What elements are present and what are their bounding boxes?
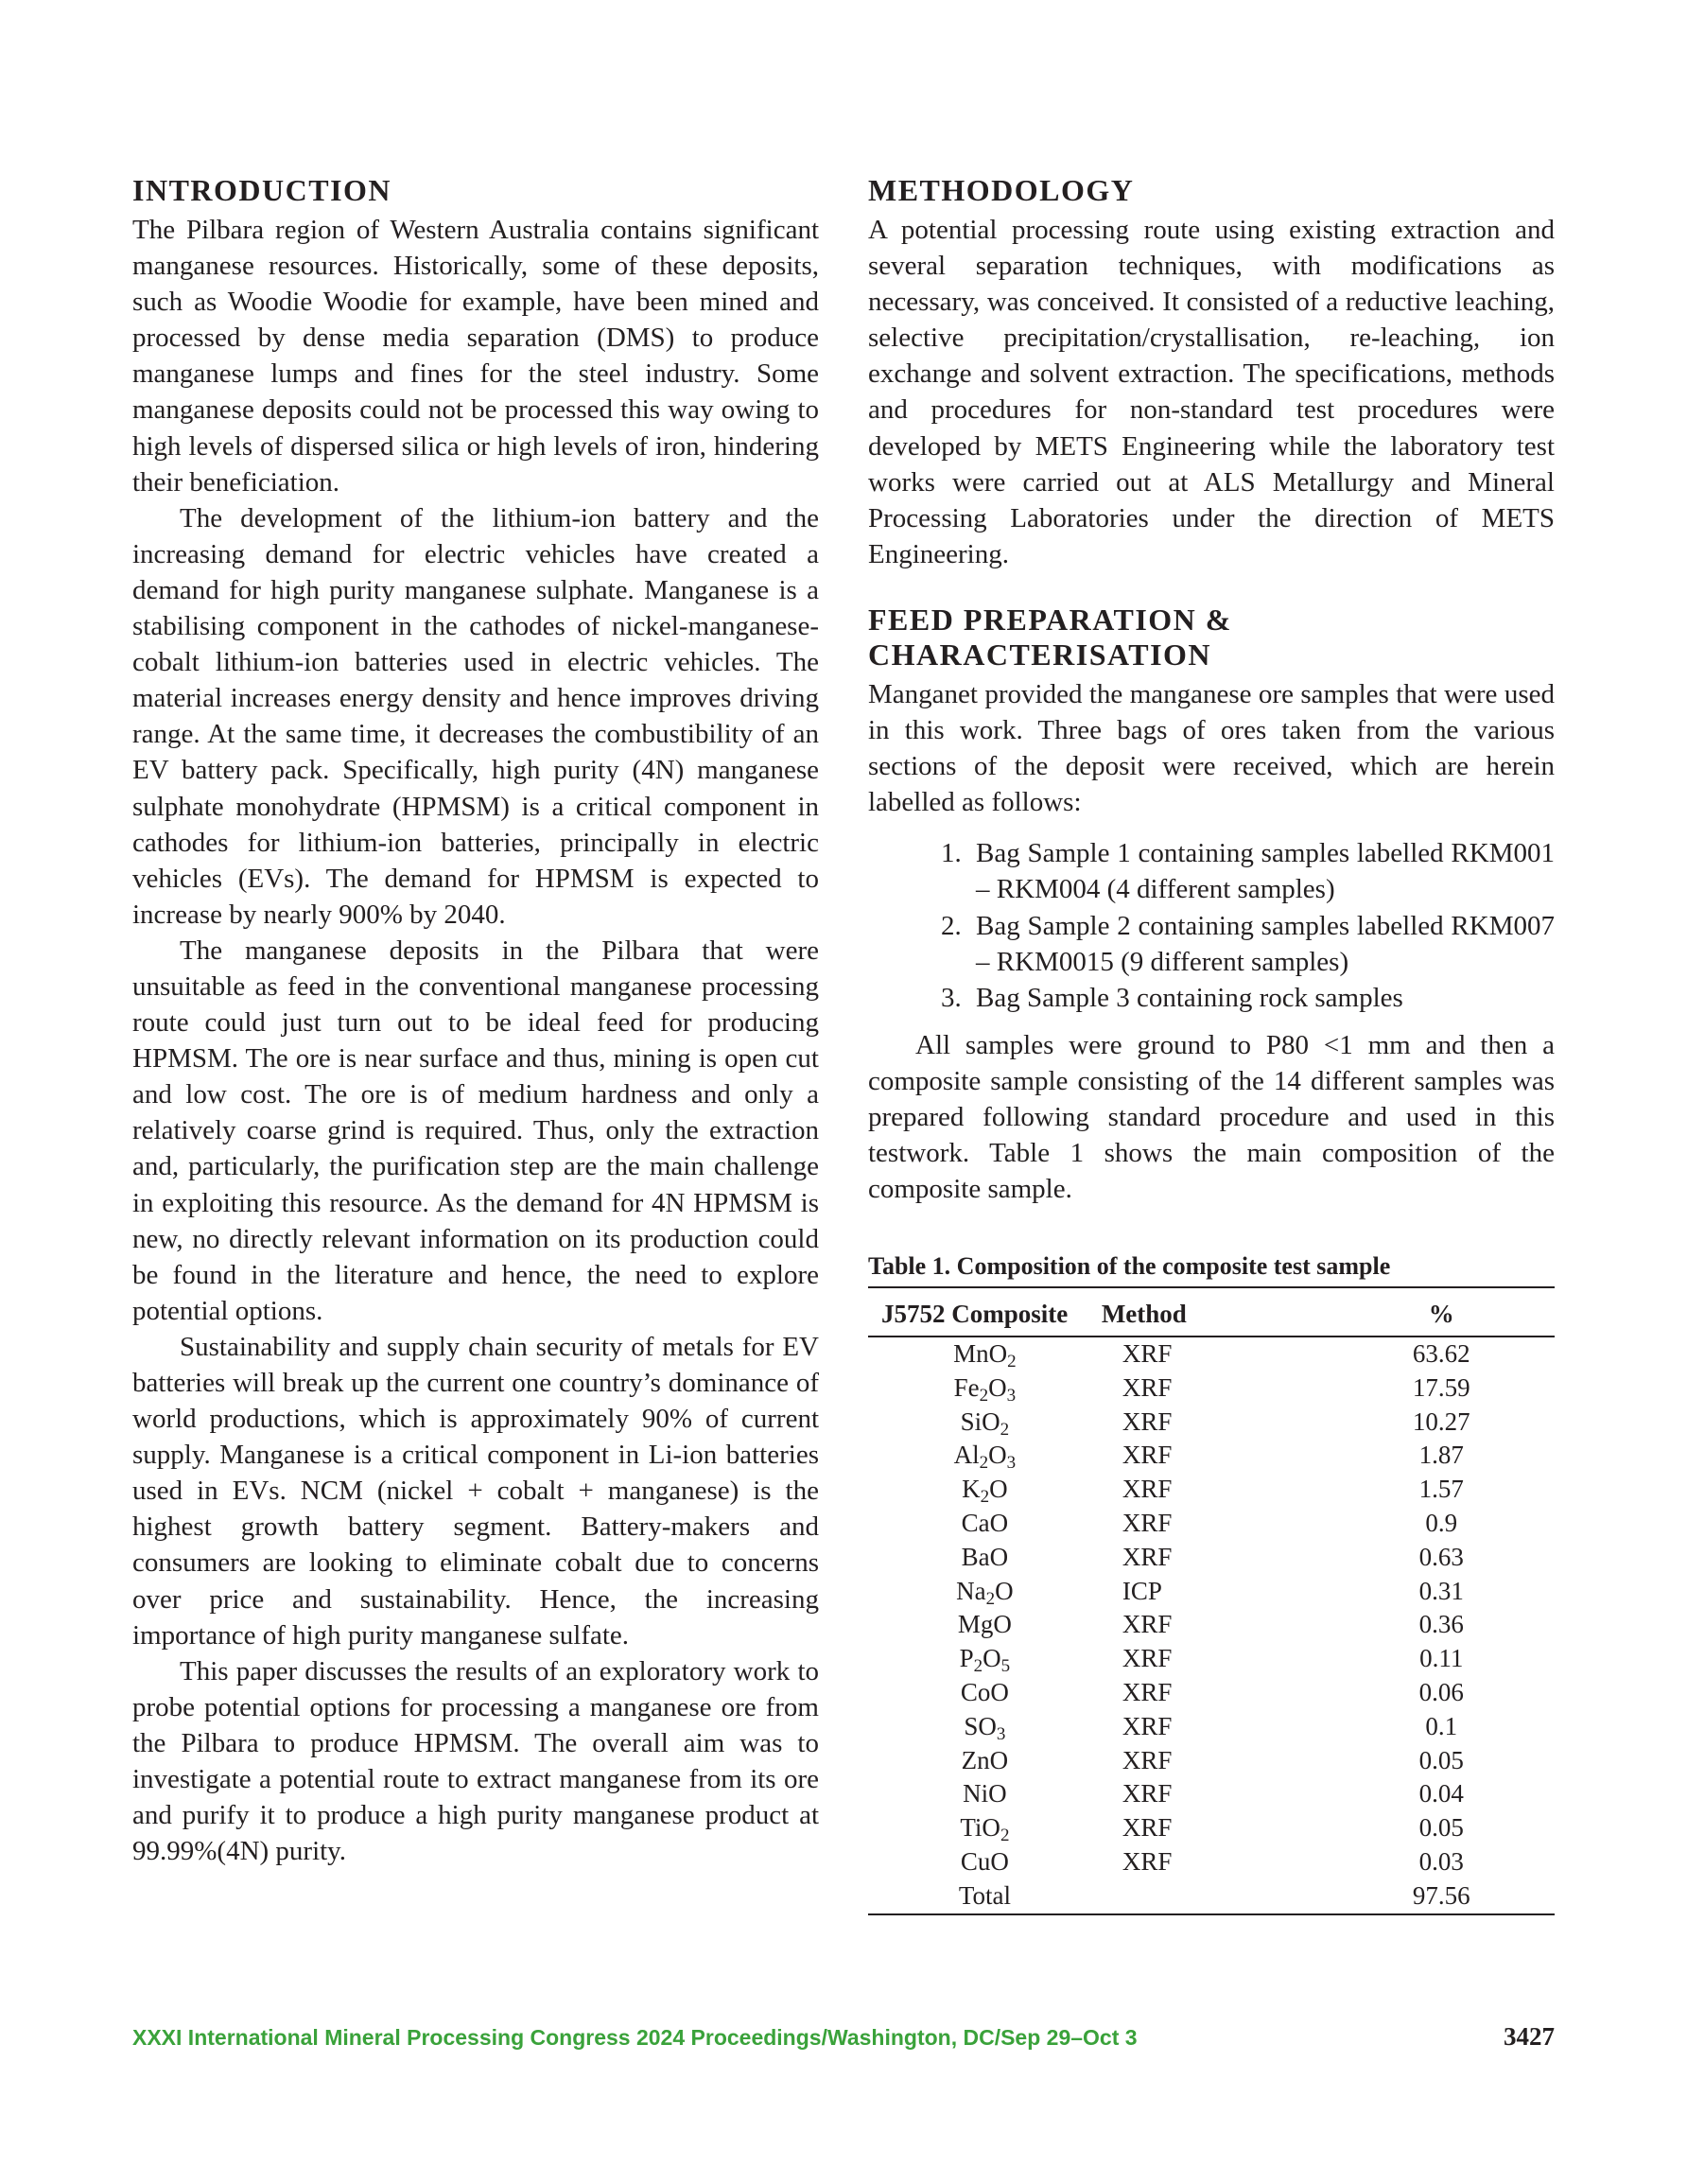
- formula-part: CoO: [960, 1678, 1009, 1707]
- methodology-paragraph: A potential processing route using existing extraction and several separation techniques, with modifications as necessary, was conceived. It consisted of a reductive leaching, selective precipitation/crystallisation, re-leaching, ion exchange and solvent extraction. The specifications, methods and procedures for non-standard test procedures were developed by METS Engineering while the laboratory test works were carried out at ALS Metallurgy and Mineral Processing Laboratories under the direction of METS Engineering.: [868, 215, 1555, 569]
- formula-part: BaO: [961, 1542, 1009, 1571]
- table-1: [868, 1250, 1555, 1914]
- compound-cell: [868, 1372, 1102, 1406]
- formula-part: SiO: [960, 1406, 1000, 1436]
- compound-cell: [868, 1608, 1102, 1642]
- table-row: [868, 1541, 1555, 1575]
- table-row: [868, 1744, 1555, 1778]
- method-cell: XRF: [1122, 1711, 1173, 1740]
- method-cell: XRF: [1122, 1509, 1173, 1538]
- formula-part: O: [983, 1644, 1001, 1673]
- method-cell: XRF: [1122, 1441, 1173, 1470]
- formula-part: 2: [979, 1453, 989, 1474]
- compound-cell: [868, 1710, 1102, 1744]
- formula-part: CaO: [961, 1509, 1009, 1538]
- percent-cell: 0.31: [1418, 1576, 1464, 1605]
- table-row: [868, 1439, 1555, 1473]
- percent-cell: 0.05: [1418, 1813, 1464, 1843]
- intro-paragraph-3: The manganese deposits in the Pilbara that were unsuitable as feed in the conventional manganese processing route could just turn out to be ideal feed for producing HPMSM. The ore is near surface and thus, mining is open cut and low cost. The ore is of medium hardness and only a relatively coarse grind is required. Thus, only the extraction and, particularly, the purification step are the main challenge in exploiting this resource. As the demand for 4N HPMSM is new, no directly relevant information on its production could be found in the literature and hence, the need to explore potential options.: [132, 935, 819, 1326]
- table-row: [868, 1811, 1555, 1845]
- table-header-row: [868, 1288, 1555, 1337]
- formula-part: 3: [1006, 1453, 1017, 1474]
- intro-paragraph-2: The development of the lithium-ion battery and the increasing demand for electric vehicles have created a demand for high purity manganese sulphate. Manganese is a stabilising component in the cathodes of nickel-manganese-cobalt lithium-ion batteries used in electric vehicles. The material increases energy density and hence improves driving range. At the same time, it decreases the combustibility of an EV battery pack. Specifically, high purity (4N) manganese sulphate monohydrate (HPMSM) is a critical component in cathodes for lithium-ion batteries, principally in electric vehicles (EVs). The demand for HPMSM is expected to increase by nearly 900% by 2040.: [132, 502, 819, 930]
- formula-part: Fe: [953, 1372, 980, 1402]
- table-row: [868, 1642, 1555, 1676]
- method-cell: ICP: [1122, 1576, 1162, 1605]
- compound-cell: [868, 1473, 1102, 1507]
- formula-part: K: [962, 1475, 981, 1504]
- left-column: [132, 173, 819, 1869]
- compound-cell: [868, 1777, 1102, 1811]
- percent-cell: 0.03: [1418, 1847, 1464, 1876]
- compound-cell: [868, 1541, 1102, 1575]
- formula-part: MnO: [953, 1339, 1008, 1369]
- percent-cell: 1.87: [1418, 1441, 1464, 1470]
- compound-cell: [868, 1337, 1102, 1372]
- header-percent: %: [1328, 1288, 1555, 1337]
- formula-part: ZnO: [961, 1745, 1009, 1774]
- compound-cell: [868, 1676, 1102, 1710]
- formula-part: 2: [985, 1588, 996, 1609]
- formula-part: 2: [980, 1487, 990, 1508]
- table-row: [868, 1845, 1555, 1879]
- compound-cell: [868, 1879, 1102, 1914]
- percent-cell: 0.36: [1418, 1610, 1464, 1639]
- percent-cell: 17.59: [1412, 1372, 1470, 1402]
- formula-part: 5: [1000, 1656, 1011, 1677]
- page-number: 3427: [1504, 2022, 1555, 2051]
- table-row: [868, 1473, 1555, 1507]
- formula-part: 2: [1007, 1352, 1017, 1372]
- intro-paragraph-5: This paper discusses the results of an exploratory work to probe potential options for processing a manganese ore from the Pilbara to produce HPMSM. The overall aim was to investigate a potential route to extract manganese from its ore and purify it to produce a high purity manganese product at 99.99%(4N) purity.: [132, 1655, 819, 1867]
- formula-part: 2: [979, 1385, 989, 1406]
- percent-cell: 0.04: [1418, 1779, 1464, 1808]
- footer-proceedings-text: XXXI International Mineral Processing Congress 2024 Proceedings/Washington, DC/Sep 29–Oct 3: [132, 2025, 1138, 2050]
- introduction-heading: INTRODUCTION: [132, 173, 392, 207]
- compound-cell: [868, 1439, 1102, 1473]
- percent-cell: 0.05: [1418, 1745, 1464, 1774]
- table-row: [868, 1710, 1555, 1744]
- formula-part: SO: [964, 1711, 997, 1740]
- method-cell: XRF: [1122, 1372, 1173, 1402]
- table-row: [868, 1879, 1555, 1914]
- percent-cell: 1.57: [1418, 1475, 1464, 1504]
- compound-cell: [868, 1744, 1102, 1778]
- method-cell: XRF: [1122, 1542, 1173, 1571]
- formula-part: MgO: [957, 1610, 1012, 1639]
- formula-part: O: [989, 1475, 1008, 1504]
- formula-part: TiO: [960, 1813, 1000, 1843]
- percent-cell: 0.11: [1419, 1644, 1464, 1673]
- compound-cell: [868, 1845, 1102, 1879]
- method-cell: XRF: [1122, 1678, 1173, 1707]
- compound-cell: [868, 1507, 1102, 1541]
- formula-part: P: [959, 1644, 974, 1673]
- formula-part: Al: [953, 1441, 980, 1470]
- formula-part: Na: [956, 1576, 986, 1605]
- percent-cell: 0.63: [1418, 1542, 1464, 1571]
- methodology-heading: METHODOLOGY: [868, 173, 1135, 207]
- formula-part: 3: [996, 1723, 1006, 1744]
- percent-cell: 0.06: [1418, 1678, 1464, 1707]
- method-cell: XRF: [1122, 1475, 1173, 1504]
- intro-paragraph-1: The Pilbara region of Western Australia contains significant manganese resources. Historically, some of these deposits, such as Woodie Woodie for example, have been mined and processed by dense media separation (DMS) to produce manganese lumps and fines for the steel industry. Some manganese deposits could not be processed this way owing to high levels of dispersed silica or high levels of iron, hindering their beneficiation.: [132, 215, 819, 498]
- sample-list: [868, 835, 1555, 1015]
- table-row: [868, 1676, 1555, 1710]
- percent-cell: 97.56: [1328, 1879, 1555, 1914]
- formula-part: NiO: [963, 1779, 1007, 1808]
- list-item: 2. Bag Sample 2 containing samples labelled RKM007 – RKM0015 (9 different samples): [968, 908, 1555, 980]
- method-cell: XRF: [1122, 1339, 1173, 1369]
- compound-cell: [868, 1406, 1102, 1440]
- table-row: [868, 1507, 1555, 1541]
- formula-part: Total: [958, 1880, 1011, 1910]
- method-cell: XRF: [1122, 1847, 1173, 1876]
- table-row: [868, 1575, 1555, 1609]
- table-row: [868, 1337, 1555, 1372]
- right-column: [868, 173, 1555, 1915]
- feed-heading-line-1: FEED PREPARATION &: [868, 602, 1232, 637]
- table-row: [868, 1406, 1555, 1440]
- feed-preparation-heading: [868, 603, 1555, 673]
- formula-part: O: [988, 1441, 1007, 1470]
- formula-part: CuO: [960, 1847, 1009, 1876]
- method-cell: XRF: [1122, 1644, 1173, 1673]
- composition-table: [868, 1288, 1555, 1914]
- compound-cell: [868, 1642, 1102, 1676]
- page-footer: [132, 2022, 1555, 2063]
- formula-part: O: [995, 1576, 1014, 1605]
- feed-heading-line-2: CHARACTERISATION: [868, 637, 1212, 672]
- feed-intro-paragraph: Manganet provided the manganese ore samples that were used in this work. Three bags of ores taken from the various sections of the deposit were received, which are herein labelled as follows:: [868, 678, 1555, 818]
- percent-cell: 10.27: [1412, 1406, 1470, 1436]
- method-cell: XRF: [1122, 1745, 1173, 1774]
- compound-cell: [868, 1575, 1102, 1609]
- header-method: Method: [1102, 1288, 1329, 1337]
- method-cell: XRF: [1122, 1813, 1173, 1843]
- feed-closing-paragraph: All samples were ground to P80 <1 mm and then a composite sample consisting of the 14 different samples was prepared following standard procedure and used in this testwork. Table 1 shows the main composition of the composite sample.: [868, 1029, 1555, 1205]
- table-body: [868, 1337, 1555, 1914]
- method-cell: XRF: [1122, 1779, 1173, 1808]
- formula-part: 2: [1000, 1826, 1010, 1846]
- formula-part: 2: [1000, 1419, 1010, 1440]
- table-row: [868, 1372, 1555, 1406]
- method-cell: XRF: [1122, 1610, 1173, 1639]
- table-row: [868, 1777, 1555, 1811]
- table-row: [868, 1608, 1555, 1642]
- list-item: 3. Bag Sample 3 containing rock samples: [968, 980, 1555, 1016]
- header-composite: J5752 Composite: [868, 1288, 1102, 1337]
- table-caption: Table 1. Composition of the composite test sample: [868, 1250, 1555, 1288]
- formula-part: 2: [973, 1656, 983, 1677]
- list-item: 1. Bag Sample 1 containing samples labelled RKM001 – RKM004 (4 different samples): [968, 835, 1555, 907]
- method-cell: XRF: [1122, 1406, 1173, 1436]
- percent-cell: 63.62: [1412, 1339, 1470, 1369]
- method-cell: [1102, 1879, 1329, 1914]
- percent-cell: 0.1: [1425, 1711, 1458, 1740]
- intro-paragraph-4: Sustainability and supply chain security of metals for EV batteries will break up the current one country’s dominance of world productions, which is approximately 90% of current supply. Manganese is a critical component in Li-ion batteries used in EVs. NCM (nickel + cobalt + manganese) is the highest growth battery segment. Battery-makers and consumers are looking to eliminate cobalt due to concerns over price and sustainability. Hence, the increasing importance of high purity manganese sulfate.: [132, 1331, 819, 1651]
- formula-part: 3: [1006, 1385, 1017, 1406]
- percent-cell: 0.9: [1425, 1509, 1458, 1538]
- compound-cell: [868, 1811, 1102, 1845]
- formula-part: O: [988, 1372, 1007, 1402]
